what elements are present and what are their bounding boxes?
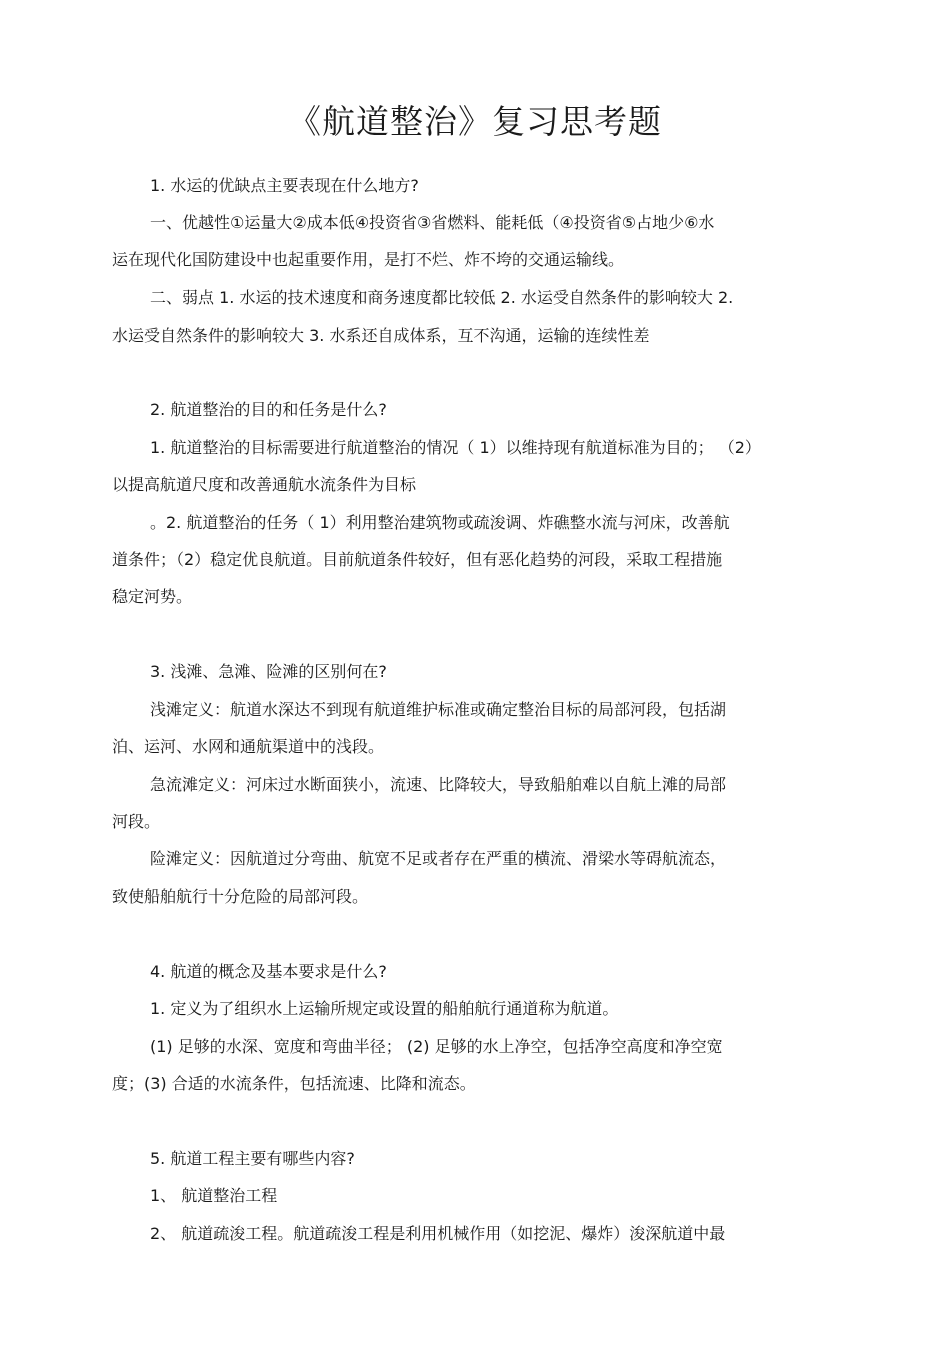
answer-1-line-1: 一、优越性①运量大②成本低④投资省③省燃料、能耗低（④投资省⑤占地少⑥水 [150, 213, 715, 232]
answer-1-line-3: 二、弱点 1. 水运的技术速度和商务速度都比较低 2. 水运受自然条件的影响较大 2. [150, 288, 734, 307]
answer-2-line-1: 1. 航道整治的目标需要进行航道整治的情况（ 1）以维持现有航道标准为目的； （2） [150, 438, 761, 457]
answer-4-line-2: (1) 足够的水深、宽度和弯曲半径； (2) 足够的水上净空，包括净空高度和净空宽 [150, 1037, 723, 1056]
answer-3-line-6: 致使船舶航行十分危险的局部河段。 [112, 887, 369, 906]
answer-5-line-2: 2、 航道疏浚工程。航道疏浚工程是利用机械作用（如挖泥、爆炸）浚深航道中最 [150, 1224, 726, 1243]
answer-2-line-3: 。2. 航道整治的任务（ 1）利用整治建筑物或疏浚调、炸礁整水流与河床，改善航 [150, 513, 730, 532]
answer-4-line-3: 度；(3) 合适的水流条件，包括流速、比降和流态。 [112, 1074, 476, 1093]
answer-3-line-5: 险滩定义：因航道过分弯曲、航宽不足或者存在严重的横流、滑梁水等碍航流态， [150, 849, 727, 868]
answer-4-line-1: 1. 定义为了组织水上运输所规定或设置的船舶航行通道称为航道。 [150, 999, 619, 1018]
answer-1-line-2: 运在现代化国防建设中也起重要作用，是打不烂、炸不垮的交通运输线。 [112, 250, 625, 269]
answer-2-line-5: 稳定河势。 [112, 587, 193, 606]
answer-2-line-4: 道条件；（2）稳定优良航道。目前航道条件较好，但有恶化趋势的河段，采取工程措施 [112, 550, 723, 569]
answer-3-line-1: 浅滩定义：航道水深达不到现有航道维护标准或确定整治目标的局部河段，包括湖 [150, 700, 727, 719]
question-1: 1. 水运的优缺点主要表现在什么地方? [150, 176, 419, 195]
page-title: 《航道整治》复习思考题 [288, 102, 662, 141]
answer-3-line-4: 河段。 [112, 812, 161, 831]
question-3: 3. 浅滩、急滩、险滩的区别何在? [150, 662, 387, 681]
answer-2-line-2: 以提高航道尺度和改善通航水流条件为目标 [112, 475, 417, 494]
question-5: 5. 航道工程主要有哪些内容? [150, 1149, 355, 1168]
answer-3-line-2: 泊、运河、水网和通航渠道中的浅段。 [112, 737, 385, 756]
question-4: 4. 航道的概念及基本要求是什么? [150, 962, 387, 981]
question-2: 2. 航道整治的目的和任务是什么? [150, 400, 387, 419]
answer-5-line-1: 1、 航道整治工程 [150, 1186, 278, 1205]
answer-1-line-4: 水运受自然条件的影响较大 3. 水系还自成体系，互不沟通，运输的连续性差 [112, 326, 650, 345]
answer-3-line-3: 急流滩定义：河床过水断面狭小，流速、比降较大，导致船舶难以自航上滩的局部 [150, 775, 727, 794]
